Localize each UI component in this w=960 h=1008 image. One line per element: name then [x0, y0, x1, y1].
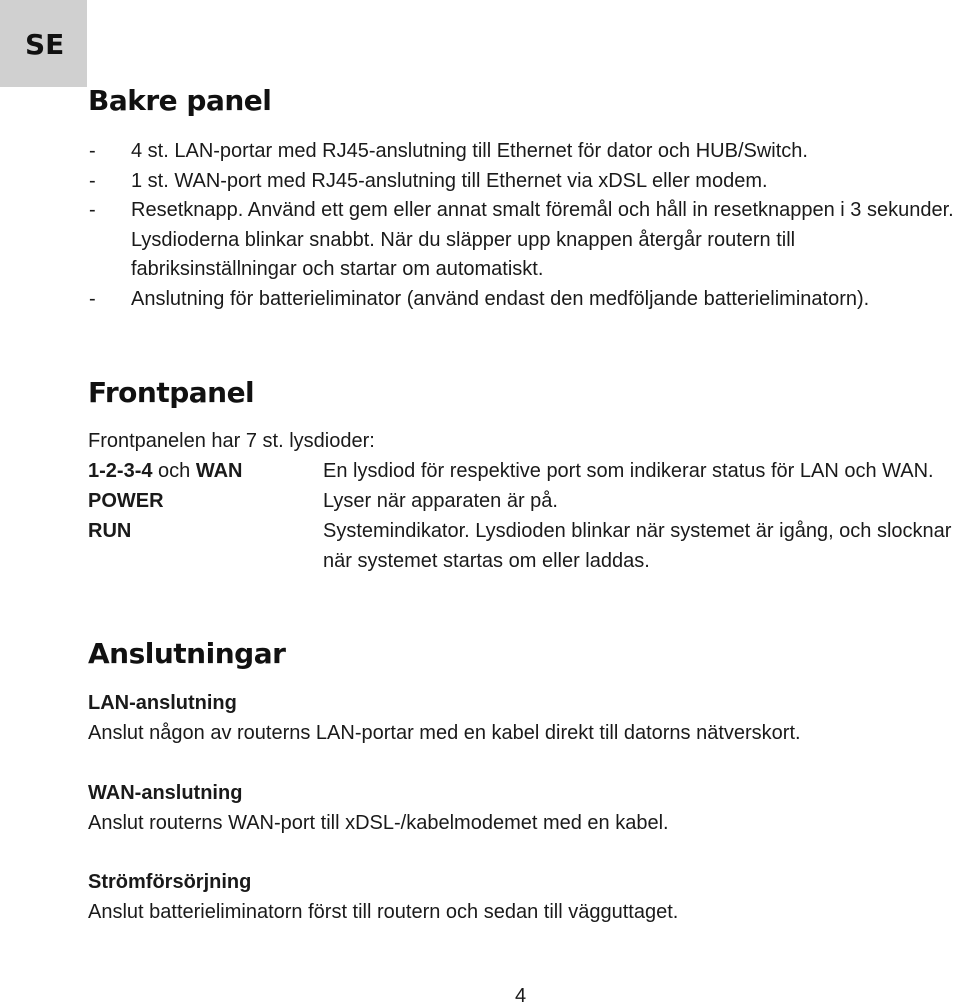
wan-connection-text: Anslut routerns WAN-port till xDSL-/kabelmodemet med en kabel. — [88, 812, 669, 834]
connections-heading: Anslutningar — [88, 637, 286, 670]
language-code: SE — [25, 28, 65, 61]
language-tab — [0, 0, 87, 87]
wan-connection-title: WAN-anslutning — [88, 782, 243, 804]
led-description: Lyser när apparaten är på. — [323, 490, 558, 512]
led-key: POWER — [88, 490, 164, 512]
lan-connection-text: Anslut någon av routerns LAN-portar med en kabel direkt till datorns nätverskort. — [88, 722, 801, 744]
list-item: - Anslutning för batterieliminator (använd endast den medföljande batterieliminatorn). — [89, 287, 870, 310]
power-supply-title: Strömförsörjning — [88, 871, 252, 893]
power-supply-text: Anslut batterieliminatorn först till routern och sedan till vägguttaget. — [88, 901, 679, 923]
lan-connection-title: LAN-anslutning — [88, 692, 237, 714]
led-row — [88, 516, 960, 576]
list-item-text: Resetknapp. Använd ett gem eller annat smalt föremål och håll in resetknappen i 3 sekunder. Lysdioderna blinkar snabbt. När du släpper upp knappen återgår routern till fabriksinställningar och startar om automatiskt. — [131, 199, 954, 280]
list-item-text: Anslutning för batterieliminator (använd endast den medföljande batterieliminatorn). — [131, 287, 870, 310]
led-key: RUN — [88, 520, 132, 542]
list-item: - Resetknapp. Använd ett gem eller annat smalt föremål och håll in resetknappen i 3 sekunder. Lysdioderna blinkar snabbt. När du släpper upp knappen återgår routern till fabriksinställningar och startar om automatiskt. — [89, 199, 954, 280]
led-row — [88, 486, 960, 516]
led-row — [88, 456, 960, 486]
list-item-text: 1 st. WAN-port med RJ45-anslutning till Ethernet via xDSL eller modem. — [131, 169, 768, 192]
front-panel-intro: Frontpanelen har 7 st. lysdioder: — [88, 430, 375, 452]
rear-panel-list — [88, 137, 960, 314]
front-panel-heading: Frontpanel — [88, 376, 255, 409]
led-table — [88, 456, 960, 576]
rear-panel-heading: Bakre panel — [88, 84, 272, 117]
led-description: Systemindikator. Lysdioden blinkar när systemet är igång, och slocknar när systemet startas om eller laddas. — [323, 520, 952, 572]
list-item: - 4 st. LAN-portar med RJ45-anslutning till Ethernet för dator och HUB/Switch. — [89, 140, 808, 162]
list-item-text: 4 st. LAN-portar med RJ45-anslutning till Ethernet för dator och HUB/Switch. — [131, 140, 808, 162]
led-description: En lysdiod för respektive port som indikerar status för LAN och WAN. — [323, 460, 934, 482]
list-item: - 1 st. WAN-port med RJ45-anslutning till Ethernet via xDSL eller modem. — [89, 169, 768, 192]
led-key: 1-2-3-4 och WAN — [88, 460, 243, 482]
page-number: 4 — [515, 985, 527, 1007]
